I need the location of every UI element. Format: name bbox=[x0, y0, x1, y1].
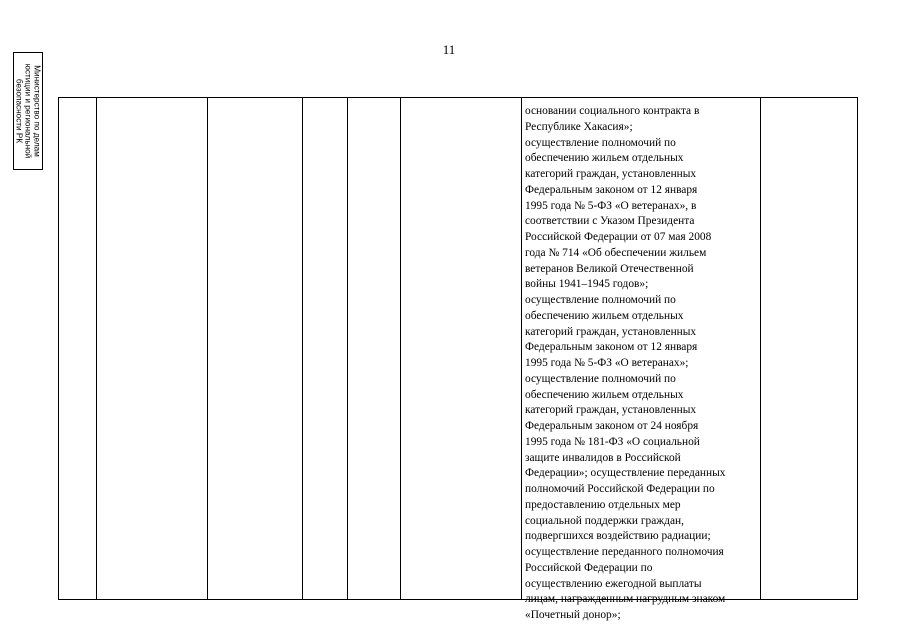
content-line: основании социального контракта в bbox=[525, 105, 700, 117]
column-divider bbox=[207, 98, 208, 599]
content-line: осуществление переданного полномочия bbox=[525, 546, 724, 558]
content-line: осуществлению ежегодной выплаты bbox=[525, 577, 702, 590]
content-line: обеспечению жильем отдельных bbox=[525, 152, 684, 165]
content-line: Федеральным законом от 12 января bbox=[525, 183, 698, 196]
content-line: Федеральным законом от 24 ноября bbox=[525, 420, 699, 432]
content-line: предоставлению отдельных мер bbox=[525, 498, 681, 511]
content-line: обеспечению жильем отдельных bbox=[525, 309, 684, 322]
content-line: Российской Федерации по bbox=[525, 561, 653, 574]
content-line: войны 1941–1945 годов»; bbox=[525, 278, 649, 291]
content-line: Республике Хакасия»; bbox=[525, 120, 633, 133]
content-line: ветеранов Великой Отечественной bbox=[525, 262, 694, 275]
stamp-line: юстиции и региональной bbox=[23, 63, 33, 159]
content-line: Федеральным законом от 12 января bbox=[525, 341, 698, 354]
column-divider bbox=[347, 98, 348, 599]
column-divider bbox=[96, 98, 97, 599]
stamp-line: безопасности РК bbox=[14, 78, 24, 144]
column-divider bbox=[302, 98, 303, 599]
content-cell bbox=[525, 104, 761, 624]
content-line: осуществление полномочий по bbox=[525, 372, 676, 385]
content-line: 1995 года № 181-ФЗ «О социальной bbox=[525, 435, 700, 448]
ministry-stamp bbox=[13, 52, 43, 170]
content-line: категорий граждан, установленных bbox=[525, 168, 697, 180]
stamp-line: Министерство по делам bbox=[32, 65, 42, 157]
document-table bbox=[58, 97, 858, 621]
content-line: соответствии с Указом Президента bbox=[525, 215, 695, 228]
content-line: «Почетный донор»; bbox=[525, 609, 621, 621]
content-line: категорий граждан, установленных bbox=[525, 325, 697, 338]
stamp-text bbox=[15, 54, 42, 168]
content-line: социальной поддержки граждан, bbox=[525, 514, 684, 527]
content-line: категорий граждан, установленных bbox=[525, 404, 697, 417]
page-number: 11 bbox=[442, 42, 456, 57]
content-line: осуществление полномочий по bbox=[525, 294, 676, 306]
content-line: защите инвалидов в Российской bbox=[525, 451, 681, 464]
column-divider bbox=[521, 98, 522, 599]
content-line: полномочий Российской Федерации по bbox=[525, 483, 715, 495]
content-line: 1995 года № 5-ФЗ «О ветеранах»; bbox=[525, 357, 689, 369]
content-line: обеспечению жильем отдельных bbox=[525, 388, 684, 401]
column-divider bbox=[400, 98, 401, 599]
content-line: осуществление полномочий по bbox=[525, 136, 676, 149]
content-line: Федерации»; осуществление переданных bbox=[525, 467, 726, 480]
content-line: лицам, награжденным нагрудным знаком bbox=[525, 593, 726, 606]
content-line: 1995 года № 5-ФЗ «О ветеранах», в bbox=[525, 199, 697, 212]
content-line: года № 714 «Об обеспечении жильем bbox=[525, 246, 707, 259]
content-line: Российской Федерации от 07 мая 2008 bbox=[525, 231, 712, 243]
content-line: подвергшихся воздействию радиации; bbox=[525, 530, 711, 543]
